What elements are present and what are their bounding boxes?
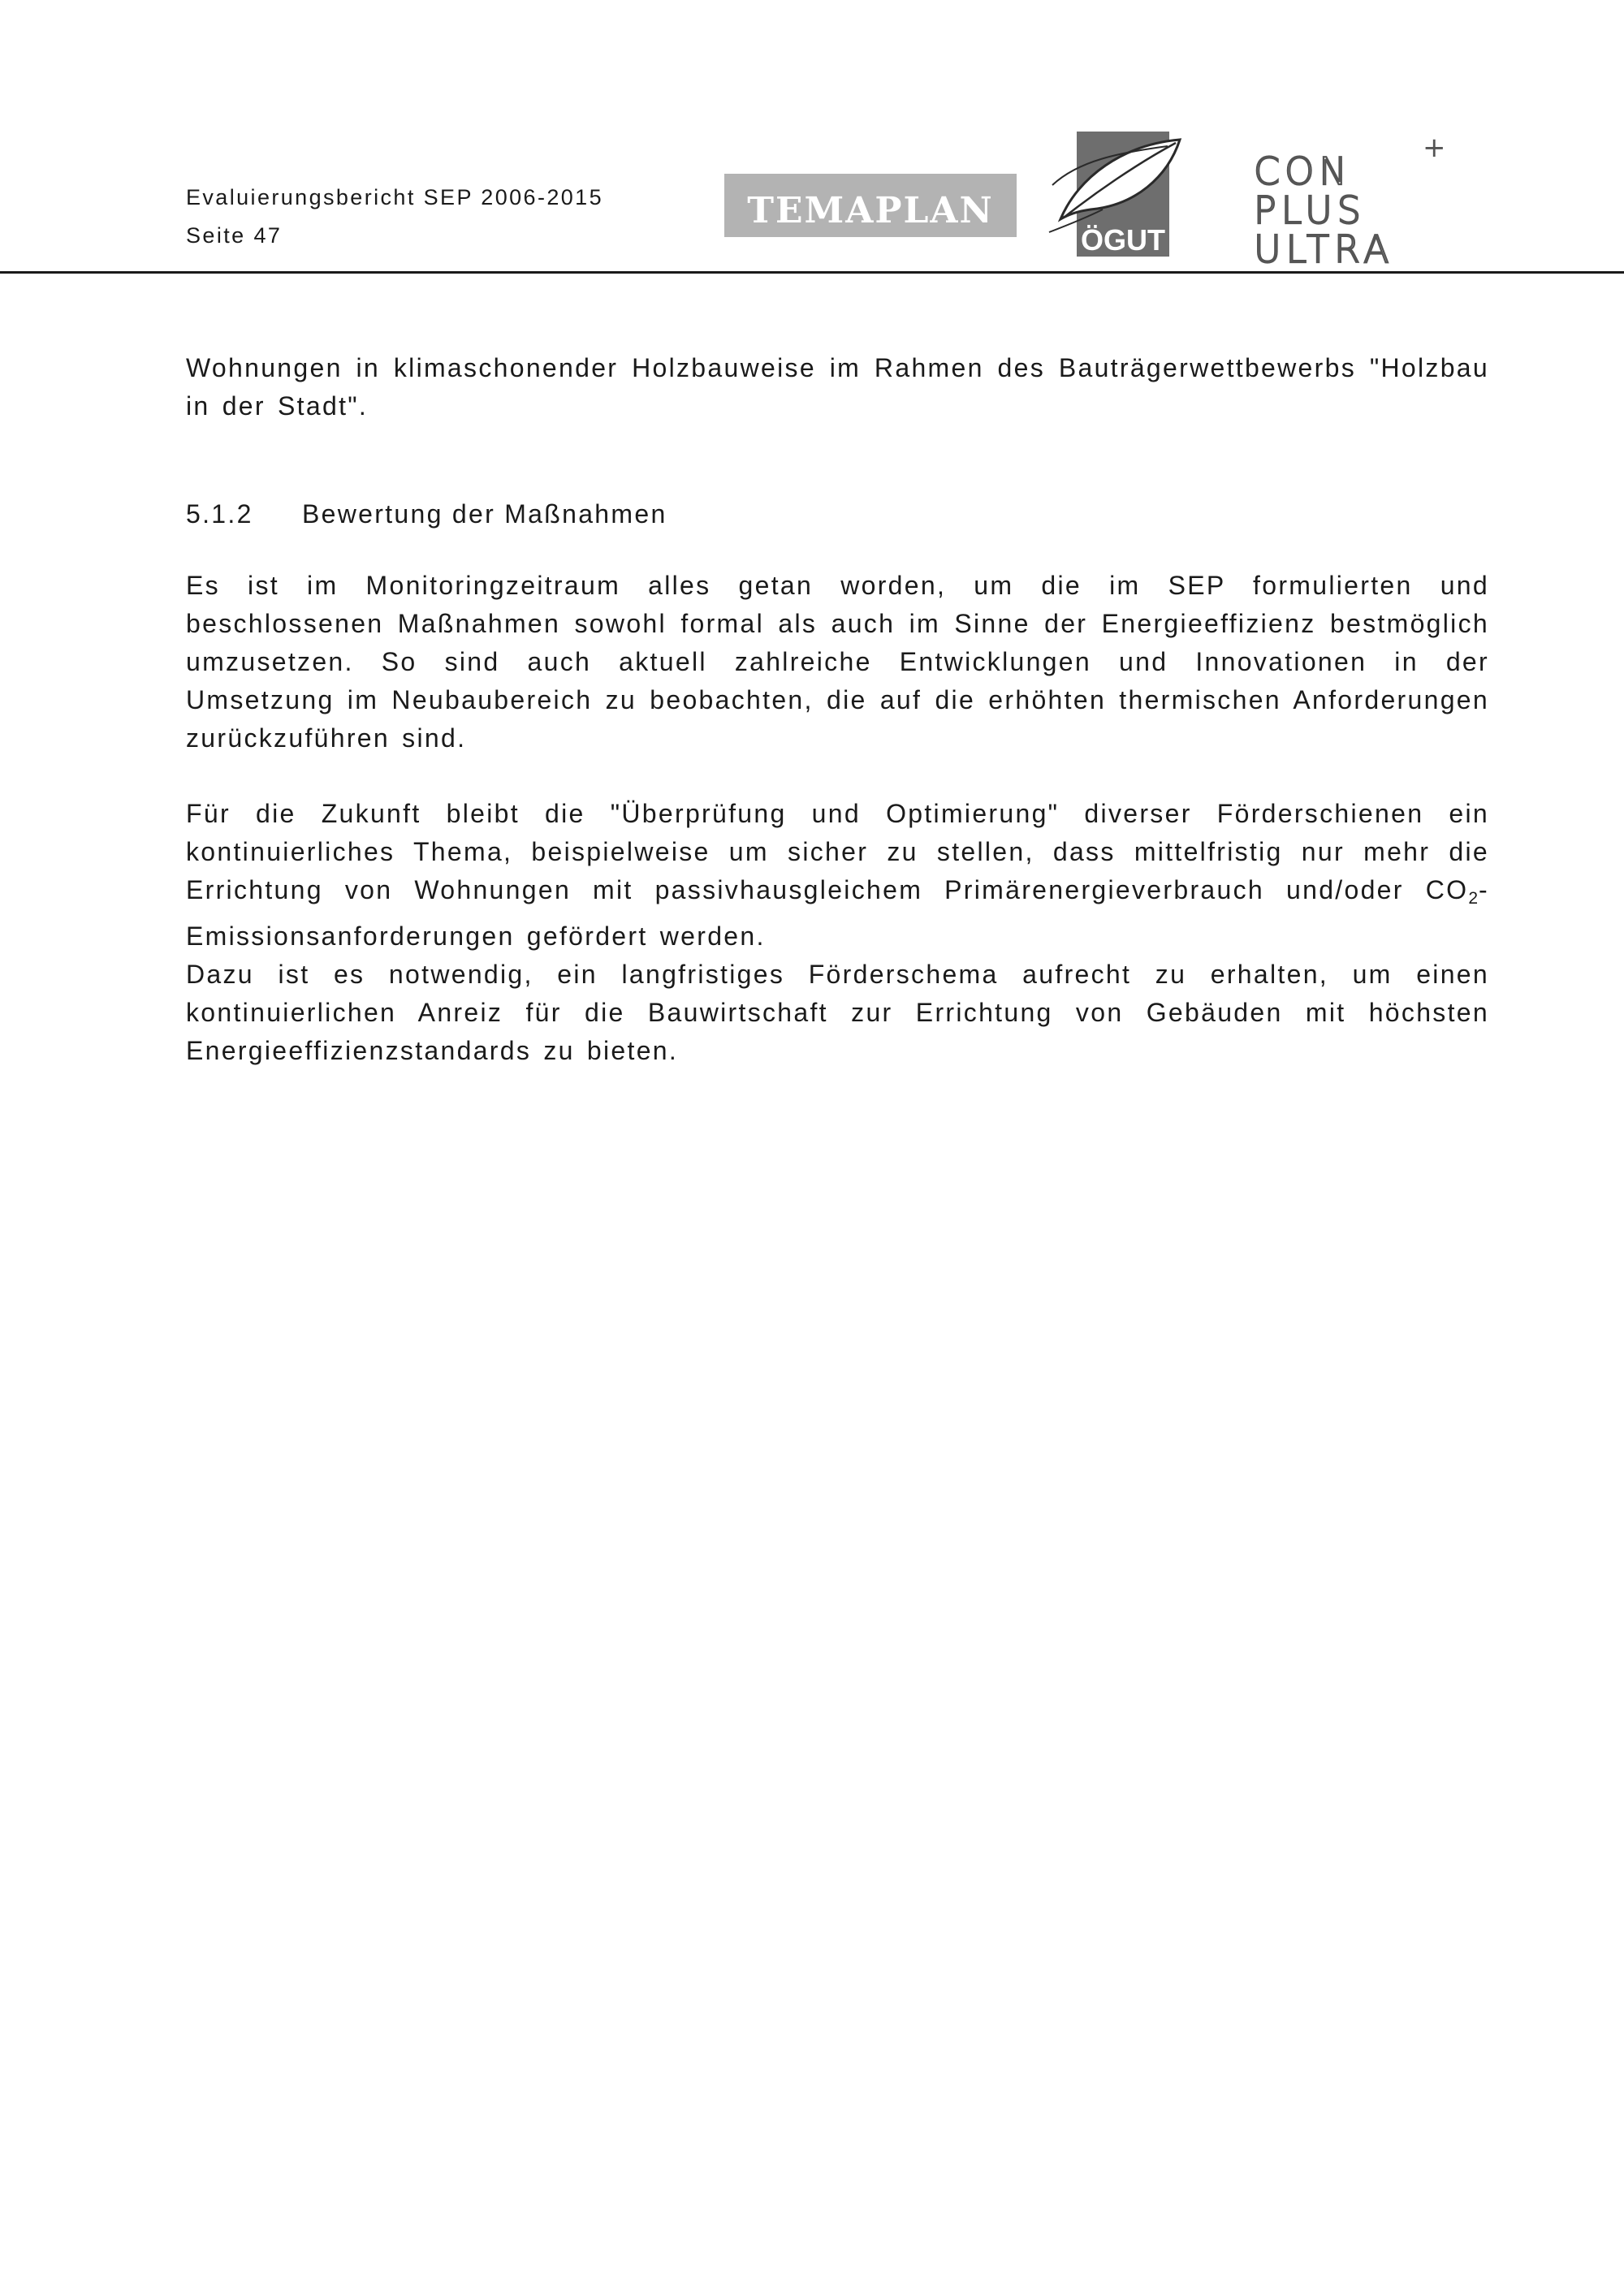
temaplan-logo bbox=[724, 174, 1017, 237]
paragraph-evaluation: Es ist im Monitoringzeitraum alles getan worden, um die im SEP formulierten und beschlossenen Maßnahmen sowohl formal als auch im Sinne der Energieeffizienz bestmöglich umzusetzen. So sind auch aktuell zahlreiche Entwicklungen und Innovationen in der Umsetzung im Neubaubereich zu beobachten, die auf die erhöhten thermischen Anforderungen zurückzuführen sind. bbox=[186, 571, 1489, 753]
section-heading bbox=[186, 495, 1489, 533]
paragraph-future-text: Für die Zukunft bleibt die "Überprüfung und Optimierung" diverser Förderschienen ein kontinuierliches Thema, beispielweise um sicher zu stellen, dass mittelfristig nur mehr die Errichtung von Wohnungen mit passivhausgleichem Primärenergieverbrauch und/oder CO bbox=[186, 799, 1489, 904]
header-divider bbox=[0, 271, 1624, 274]
header-meta bbox=[186, 179, 603, 255]
ogut-logo-text: ÖGUT bbox=[1081, 223, 1165, 257]
conplus-line-2: PLUS bbox=[1254, 188, 1366, 232]
ogut-logo bbox=[1046, 128, 1184, 260]
conplus-plus-mark: + bbox=[1423, 134, 1446, 164]
page-content bbox=[186, 349, 1489, 1070]
ogut-leaf-icon bbox=[1046, 128, 1184, 260]
conplusultra-logo bbox=[1250, 134, 1453, 264]
intro-paragraph: Wohnungen in klimaschonender Holzbauweise im Rahmen des Bauträgerwettbewerbs "Holzbau in der Stadt". bbox=[186, 353, 1489, 421]
section-title: Bewertung der Maßnahmen bbox=[302, 499, 667, 529]
spacer bbox=[186, 425, 1489, 495]
conplus-line-3: ULTRA bbox=[1254, 227, 1394, 264]
spacer bbox=[186, 533, 1489, 567]
conplus-line-1: CON bbox=[1254, 149, 1352, 193]
co2-subscript: 2 bbox=[1468, 889, 1479, 908]
paragraph-funding: Dazu ist es notwendig, ein langfristiges Förderschema aufrecht zu erhalten, um einen kontinuierlichen Anreiz für die Bauwirtschaft zur Errichtung von Gebäuden mit höchsten Energieeffizienzstandards zu bieten. bbox=[186, 960, 1489, 1065]
section-number: 5.1.2 bbox=[186, 499, 253, 529]
page-number: Seite 47 bbox=[186, 223, 283, 248]
page-header bbox=[0, 0, 1624, 274]
report-title: Evaluierungsbericht SEP 2006-2015 bbox=[186, 185, 603, 209]
temaplan-logo-text: TEMAPLAN bbox=[747, 189, 994, 231]
conplusultra-wordmark bbox=[1250, 134, 1453, 264]
paragraph-future-text-end: -Emissionsanforderungen gefördert werden. bbox=[186, 875, 1489, 951]
spacer bbox=[186, 757, 1489, 795]
paragraph-future bbox=[186, 795, 1489, 956]
